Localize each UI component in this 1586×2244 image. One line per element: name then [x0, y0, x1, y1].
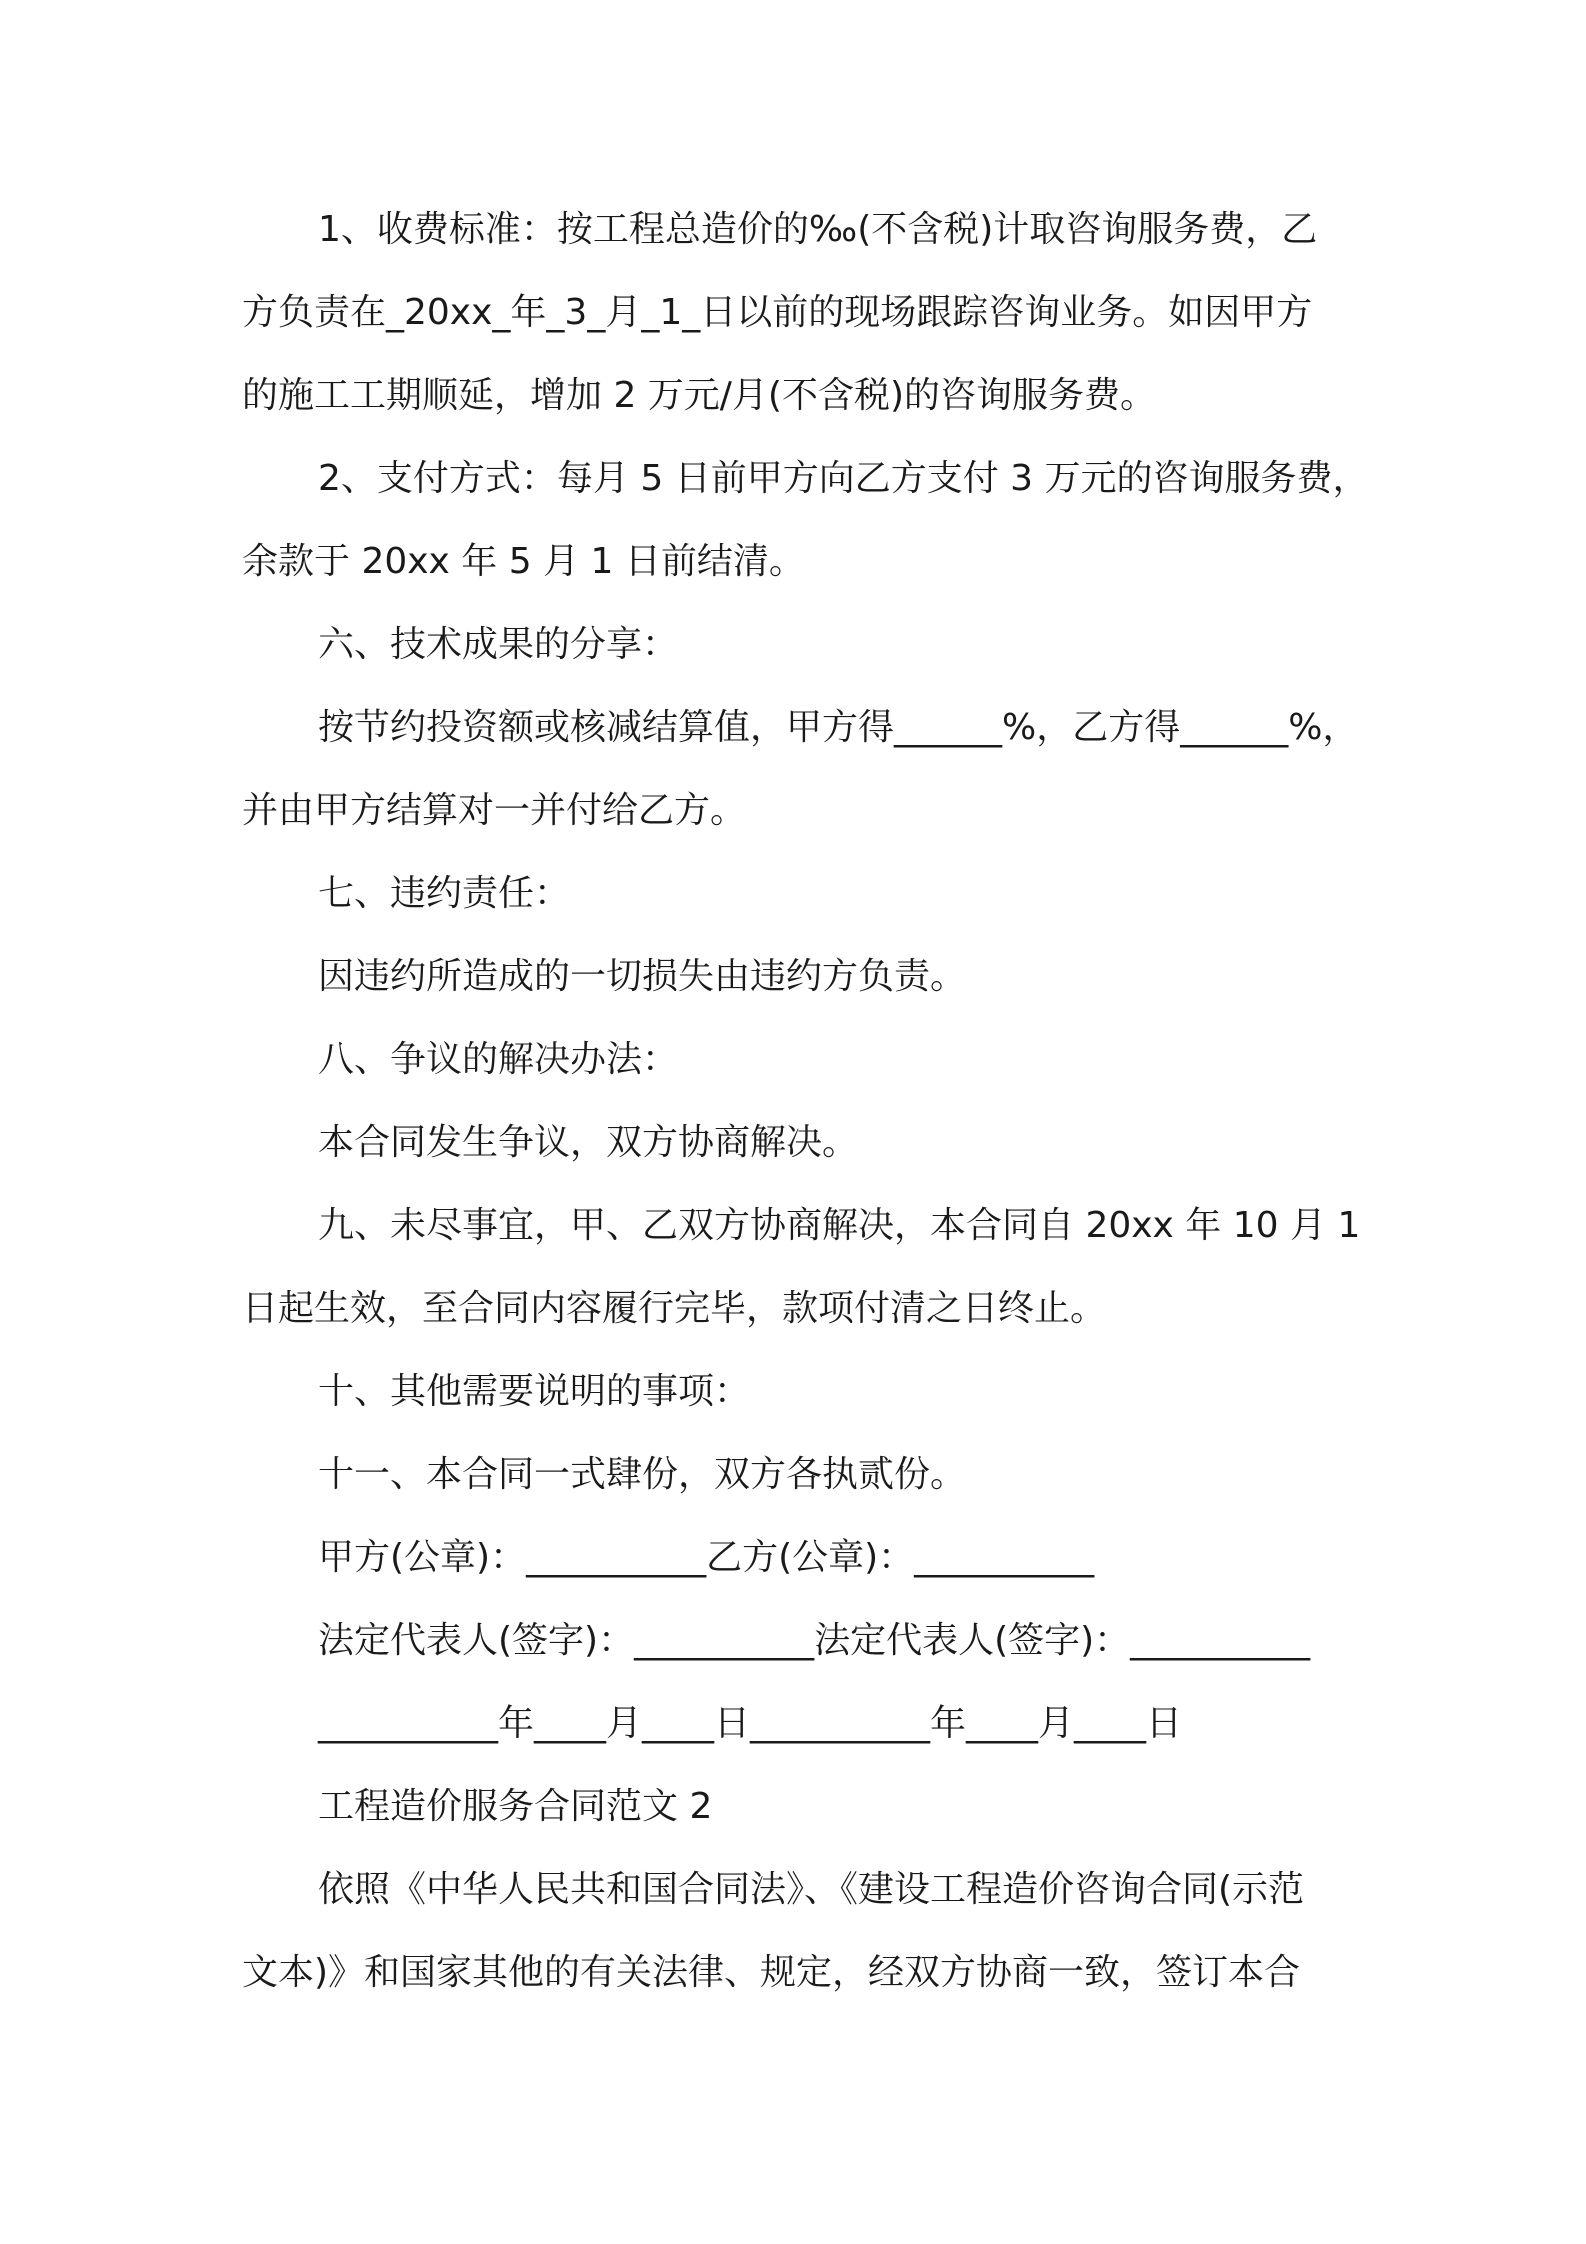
section-heading: 八、争议的解决办法： — [318, 1039, 679, 1080]
paragraph-line: 2、支付方式：每月 5 日前甲方向乙方支付 3 万元的咨询服务费， — [318, 458, 1369, 499]
paragraph-line: 余款于 20xx 年 5 月 1 日前结清。 — [242, 541, 805, 582]
paragraph-line: 并由甲方结算对一并付给乙方。 — [242, 790, 747, 831]
paragraph-line: 1、收费标准：按工程总造价的‰(不含税)计取咨询服务费，乙 — [318, 209, 1318, 250]
paragraph-line: 九、未尽事宜，甲、乙双方协商解决，本合同自 20xx 年 10 月 1 — [318, 1205, 1361, 1246]
paragraph-line: 日起生效，至合同内容履行完毕，款项付清之日终止。 — [242, 1288, 1107, 1329]
signature-line: 甲方(公章)：__________乙方(公章)：__________ — [318, 1537, 1095, 1578]
paragraph-line: 的施工工期顺延，增加 2 万元/月(不含税)的咨询服务费。 — [242, 375, 1157, 416]
paragraph-line: 十一、本合同一式肆份，双方各执贰份。 — [318, 1454, 967, 1495]
paragraph-line: 因违约所造成的一切损失由违约方负责。 — [318, 956, 967, 997]
date-line: __________年____月____日__________年____月____日 — [318, 1703, 1182, 1744]
paragraph-line: 本合同发生争议，双方协商解决。 — [318, 1122, 859, 1163]
paragraph-line: 文本)》和国家其他的有关法律、规定，经双方协商一致，签订本合 — [242, 1952, 1301, 1993]
contract-title: 工程造价服务合同范文 2 — [318, 1786, 713, 1827]
paragraph-line: 依照《中华人民共和国合同法》、《建设工程造价咨询合同(示范 — [318, 1869, 1305, 1910]
signature-line: 法定代表人(签字)：__________法定代表人(签字)：__________ — [318, 1620, 1311, 1661]
paragraph-line: 方负责在_20xx_年_3_月_1_日以前的现场跟踪咨询业务。如因甲方 — [242, 292, 1313, 333]
section-heading: 十、其他需要说明的事项： — [318, 1371, 751, 1412]
section-heading: 七、违约责任： — [318, 873, 571, 914]
section-heading: 六、技术成果的分享： — [318, 624, 679, 665]
paragraph-line: 按节约投资额或核减结算值，甲方得______%，乙方得______%， — [318, 707, 1359, 748]
